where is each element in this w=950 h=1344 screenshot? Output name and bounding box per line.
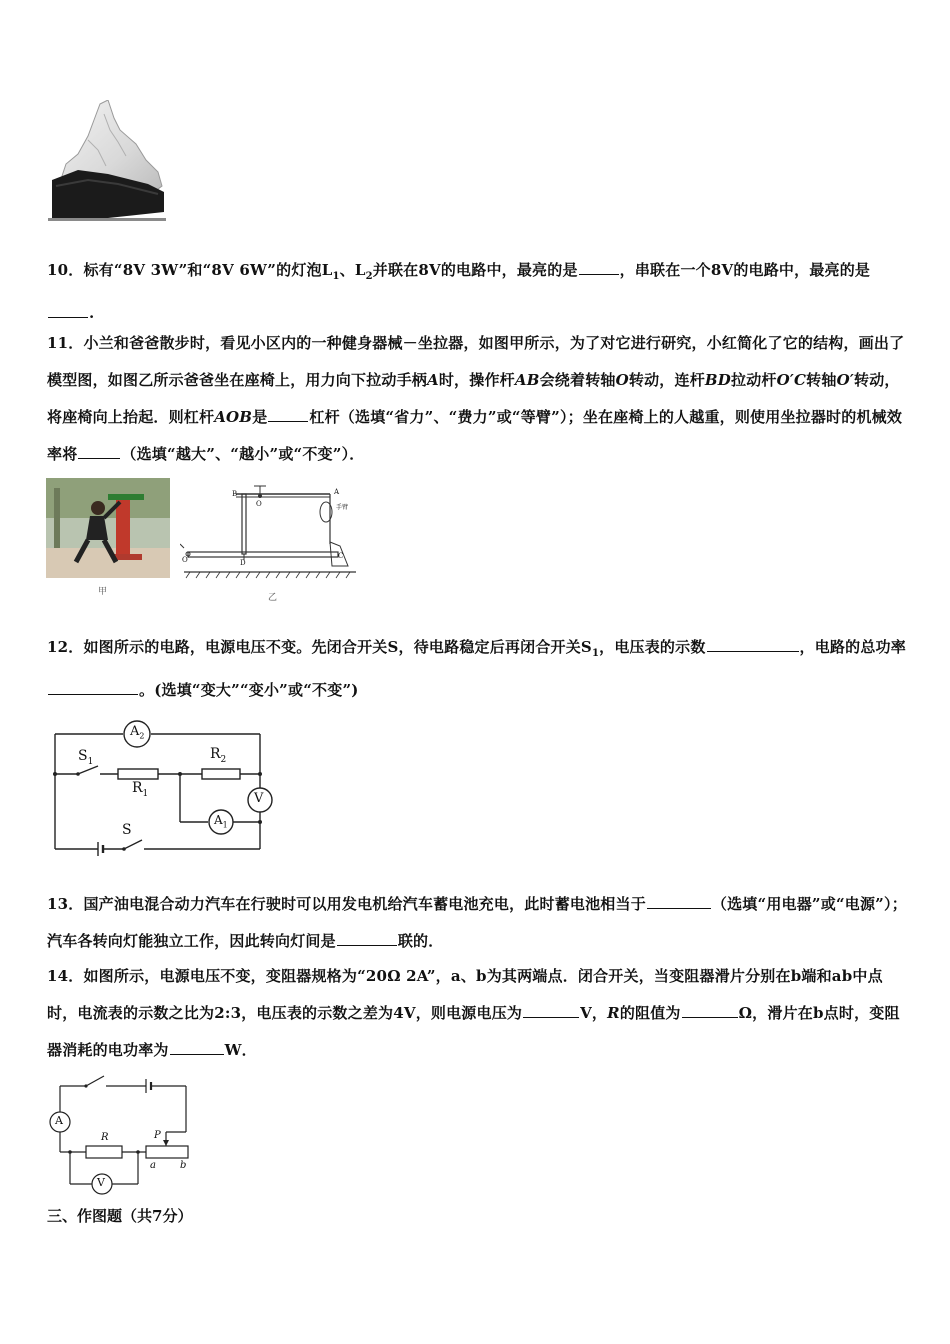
- q12-label-R2: [210, 746, 226, 765]
- q14-blank-3[interactable]: [170, 1036, 224, 1055]
- q10-text-1: 标有“8V 3W”和“8V 6W”的灯泡: [83, 261, 322, 279]
- q11-text-9: 杠杆（选填“省力”、“费力”或“等臂”）；坐在座椅上的人越重，则使用坐拉器时的机械效率将: [47, 408, 903, 463]
- q11-text-4: 转动，连杆: [628, 371, 705, 389]
- q14-blank-2[interactable]: [682, 999, 738, 1018]
- q12-label-S1: [78, 748, 93, 767]
- q10-text-2: 并联在8V的电路中，最亮的是: [372, 261, 578, 279]
- q14-circuit: [46, 1072, 196, 1196]
- q11-label-O2: O′: [182, 556, 190, 564]
- q12-label-A1-sub: 1: [222, 820, 228, 830]
- q11-label-A: A: [334, 488, 340, 496]
- q12-text-2: ，电压表的示数: [599, 638, 706, 656]
- q10-text-3: ，串联在一个8V的电路中，最亮的是: [619, 261, 871, 279]
- q13-text-2: （选填“用电器”或“电源”）；汽车各转向灯能独立工作，因此转向灯间是: [47, 895, 907, 950]
- q11-blank-2[interactable]: [78, 440, 120, 459]
- q12-blank-2[interactable]: [48, 676, 138, 695]
- q11-label-D: D: [240, 559, 246, 567]
- q11-text-3: 会绕着转轴: [539, 371, 616, 389]
- q12-label-S: S: [122, 822, 132, 838]
- q12-label-A2-sub: 2: [139, 731, 145, 741]
- q12-label-R1: [132, 780, 148, 799]
- q10-l2: L: [354, 261, 366, 279]
- q12-text-4: 。(选填“变大”“变小”或“不变”): [139, 681, 359, 699]
- q14-text-3: 的阻值为: [619, 1004, 681, 1022]
- q11-figure-jia-label: 甲: [98, 587, 108, 597]
- q10-l1-sub: 1: [332, 271, 340, 282]
- q11-figure-yi: [180, 482, 360, 604]
- q11-aob: AOB: [214, 408, 253, 426]
- q14-blank-1[interactable]: [523, 999, 579, 1018]
- q11-text-6: 转轴: [806, 371, 837, 389]
- q14-number: 14．: [47, 967, 84, 985]
- question-14: [47, 958, 907, 1069]
- q10-text-4: .: [89, 304, 95, 322]
- question-10: [47, 252, 907, 332]
- q12-label-V: V: [254, 791, 264, 806]
- q14-label-R: R: [101, 1132, 109, 1143]
- q12-blank-1[interactable]: [707, 633, 799, 652]
- q14-text-2: V，: [580, 1004, 608, 1022]
- q12-text-1: 如图所示的电路，电源电压不变。先闭合开关S，待电路稳定后再闭合开关S: [83, 638, 592, 656]
- q13-blank-2[interactable]: [337, 927, 397, 946]
- q12-label-R1-main: R: [132, 780, 143, 796]
- q13-number: 13．: [47, 895, 84, 913]
- q11-blank-1[interactable]: [268, 403, 308, 422]
- q11-label-hand: 手臂: [336, 504, 349, 511]
- q12-label-S1-sub: 1: [87, 756, 94, 767]
- q11-number: 11．: [47, 334, 84, 352]
- q12-label-R1-sub: 1: [142, 788, 149, 799]
- q10-l1: L: [321, 261, 333, 279]
- q14-label-V: V: [97, 1176, 105, 1189]
- q11-label-C: C: [338, 552, 344, 560]
- q12-s1-sub: 1: [591, 648, 600, 659]
- q14-label-P: P: [154, 1130, 161, 1141]
- question-11: [47, 325, 907, 473]
- q12-circuit: [50, 718, 280, 860]
- q12-label-A1: [214, 813, 228, 829]
- q11-bd: BD: [704, 371, 731, 389]
- q11-oc: O′C: [776, 371, 807, 389]
- q12-label-S1-main: S: [78, 748, 88, 764]
- q12-label-R2-main: R: [210, 746, 221, 762]
- question-13: [47, 886, 907, 960]
- q11-label-O: O: [256, 500, 262, 508]
- q11-figure-yi-label: 乙: [268, 593, 278, 603]
- section-3-heading: 三、作图题（共7分）: [47, 1207, 193, 1225]
- q14-label-A: A: [55, 1114, 63, 1127]
- q11-figure-jia: [46, 478, 170, 602]
- q13-blank-1[interactable]: [647, 890, 711, 909]
- q12-text-3: ，电路的总功率: [799, 638, 906, 656]
- q12-label-R2-sub: 2: [220, 754, 227, 765]
- question-12: [47, 629, 907, 709]
- q11-text-2: 时，操作杆: [438, 371, 515, 389]
- q10-sep: 、: [339, 261, 355, 279]
- rock-photo: [48, 100, 166, 224]
- q11-a: A: [427, 371, 439, 389]
- q14-text-1: 如图所示，电源电压不变，变阻器规格为“20Ω 2A”，a、b为其两端点．闭合开关，当变阻器滑片分别在b端和ab中点时，电流表的示数之比为2:3，电压表的示数之差为4V，则电源电压为: [47, 967, 883, 1022]
- q11-text-8: 是: [252, 408, 268, 426]
- q14-label-a: a: [150, 1160, 156, 1171]
- q11-label-B: B: [232, 490, 238, 498]
- q11-text-10: （选填“越大”、“越小”或“不变”）．: [121, 445, 365, 463]
- q13-text-1: 国产油电混合动力汽车在行驶时可以用发电机给汽车蓄电池充电，此时蓄电池相当于: [83, 895, 646, 913]
- q11-text-7: 转动，将座椅向上抬起．则杠杆: [47, 371, 900, 426]
- q14-text-4: Ω，滑片在b点时，变阻器消耗的电功率为: [47, 1004, 900, 1059]
- q10-blank-2[interactable]: [48, 299, 88, 318]
- q13-text-3: 联的．: [397, 932, 444, 950]
- q11-text-5: 拉动杆: [731, 371, 777, 389]
- q11-o2: O′: [836, 371, 854, 389]
- q12-number: 12．: [47, 638, 84, 656]
- q10-number: 10．: [47, 261, 84, 279]
- q14-r: R: [607, 1004, 620, 1022]
- q12-label-A2-main: A: [130, 724, 140, 739]
- q10-blank-1[interactable]: [579, 256, 619, 275]
- q14-text-5: W．: [224, 1041, 257, 1059]
- q12-label-A1-main: A: [214, 813, 223, 827]
- q11-o: O: [615, 371, 629, 389]
- q11-ab: AB: [514, 371, 540, 389]
- q14-label-b: b: [180, 1160, 187, 1171]
- q12-label-A2: [130, 724, 144, 741]
- q10-l2-sub: 2: [365, 271, 373, 282]
- q11-text-1: 小兰和爸爸散步时，看见小区内的一种健身器械－坐拉器，如图甲所示，为了对它进行研究，小红简化了它的结构，画出了模型图，如图乙所示爸爸坐在座椅上，用力向下拉动手柄: [47, 334, 905, 389]
